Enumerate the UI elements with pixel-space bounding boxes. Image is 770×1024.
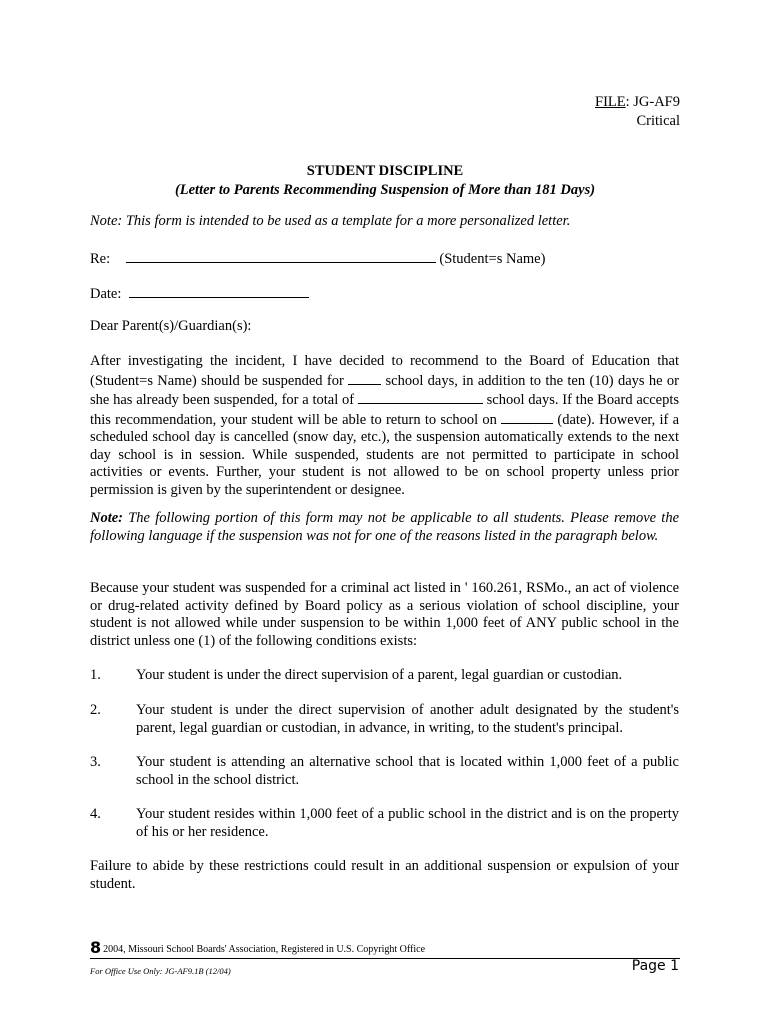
closing-paragraph: Failure to abide by these restrictions could result in an additional suspension or expulsion of your student. bbox=[90, 858, 679, 892]
body-paragraph bbox=[90, 353, 679, 499]
footer-divider bbox=[90, 958, 680, 959]
condition-number: 1. bbox=[90, 667, 101, 683]
condition-item bbox=[90, 806, 679, 841]
condition-number: 2. bbox=[90, 702, 101, 718]
file-label: FILE bbox=[595, 94, 626, 110]
date-label: Date: bbox=[90, 286, 122, 302]
condition-item bbox=[90, 667, 679, 685]
condition-number: 3. bbox=[90, 754, 101, 770]
student-name-blank[interactable] bbox=[126, 249, 436, 263]
return-date-blank[interactable] bbox=[501, 410, 553, 424]
page-number: Page 1 bbox=[631, 958, 679, 974]
optional-note bbox=[90, 510, 679, 545]
date-blank[interactable] bbox=[129, 284, 309, 298]
condition-item bbox=[90, 702, 679, 737]
condition-text: Your student is under the direct supervision of another adult designated by the student's parent, legal guardian or custodian, in advance, in writing, to the student's principal. bbox=[136, 702, 679, 736]
re-line bbox=[90, 249, 679, 269]
condition-number: 4. bbox=[90, 806, 101, 822]
file-code: : JG-AF9 bbox=[625, 94, 680, 110]
condition-text: Your student is under the direct supervision of a parent, legal guardian or custodian. bbox=[136, 667, 623, 683]
criminal-act-paragraph: Because your student was suspended for a criminal act listed in ' 160.261, RSMo., an act of violence or drug-related activity defined by Board policy as a serious violation of school discipline, your student is not allowed while under suspension to be within 1,000 feet of ANY public school in the district unless one (1) of the following conditions exists: bbox=[90, 580, 679, 649]
document-title bbox=[90, 162, 680, 200]
template-note: Note: This form is intended to be used as a template for a more personalized letter. bbox=[90, 213, 571, 229]
priority-label: Critical bbox=[636, 113, 680, 129]
optional-note-text: The following portion of this form may not be applicable to all students. Please remove the following language if the suspension was not for one of the reasons listed in the paragraph below. bbox=[90, 510, 679, 544]
copyright-notice bbox=[90, 938, 426, 957]
re-suffix: (Student=s Name) bbox=[439, 251, 546, 267]
suspension-days-blank[interactable] bbox=[348, 371, 381, 385]
body-part-4: (date). However, if a scheduled school day is cancelled (snow day, etc.), the suspension automatically extends to the next day school is in session. While suspended, students are not permitted to participate in school activities or events. Further, your student is not allowed to be on school property unless prior permission is given by the superintendent or designee. bbox=[90, 411, 680, 498]
copyright-text: 2004, Missouri School Boards' Association, Registered in U.S. Copyright Office bbox=[103, 944, 426, 955]
salutation: Dear Parent(s)/Guardian(s): bbox=[90, 318, 252, 334]
title-main: STUDENT DISCIPLINE bbox=[306, 163, 464, 179]
file-header bbox=[595, 93, 680, 131]
date-line bbox=[90, 284, 679, 304]
condition-text: Your student resides within 1,000 feet of a public school in the district and is on the property of his or her residence. bbox=[136, 806, 679, 840]
total-days-blank[interactable] bbox=[358, 390, 483, 404]
office-use-label: For Office Use Only: JG-AF9.1B (12/04) bbox=[90, 966, 231, 976]
re-label: Re: bbox=[90, 251, 111, 267]
body-part-1: After investigating the incident, I have decided to recommend to the Board of Education that (Student=s Name) should be suspended for bbox=[90, 353, 679, 389]
copyright-symbol: 8 bbox=[90, 938, 102, 957]
condition-item bbox=[90, 754, 679, 789]
body-part-3: school days. If the Board accepts this recommendation, your student will be able to return to school on bbox=[90, 392, 680, 428]
condition-text: Your student is attending an alternative school that is located within 1,000 feet of a public school in the school district. bbox=[136, 754, 679, 788]
optional-note-label: Note: bbox=[90, 510, 124, 526]
body-part-2: school days, in addition to the ten (10) days he or she has already been suspended, for a total of bbox=[90, 372, 679, 408]
title-subtitle: (Letter to Parents Recommending Suspension of More than 181 Days) bbox=[174, 182, 596, 198]
